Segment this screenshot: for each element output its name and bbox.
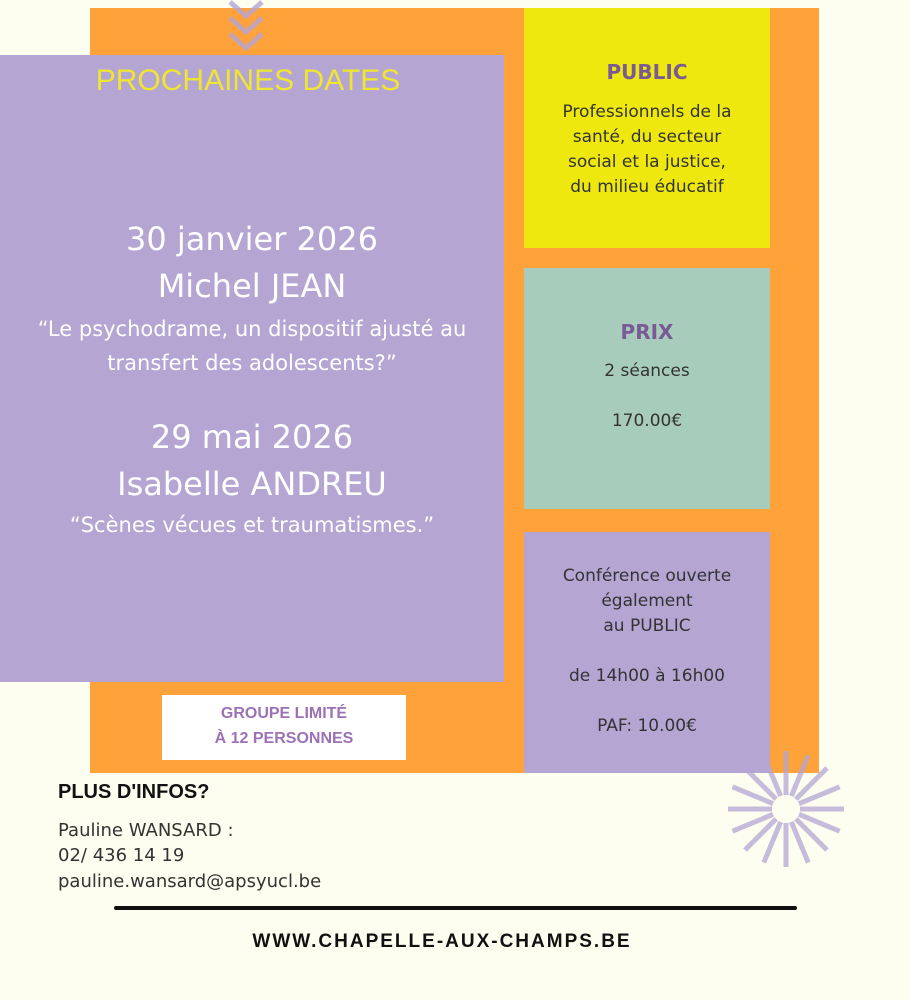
contact-name: Pauline WANSARD :	[58, 820, 234, 841]
conference-line: Conférence ouverte	[562, 566, 732, 586]
prix-box	[524, 268, 770, 509]
event-title-line: “Le psychodrame, un dispositif ajusté au	[37, 317, 467, 341]
group-limit-line: À 12 PERSONNES	[214, 730, 354, 747]
event-date: 29 mai 2026	[150, 418, 354, 456]
prix-seances: 2 séances	[604, 361, 690, 381]
prix-price: 170.00€	[611, 411, 683, 431]
conference-box	[524, 532, 770, 773]
sunburst-icon	[725, 748, 847, 870]
event-date: 30 janvier 2026	[126, 220, 378, 258]
divider	[114, 906, 797, 910]
public-heading: PUBLIC	[606, 60, 688, 84]
conference-line: également	[601, 591, 693, 611]
public-line: Professionnels de la	[562, 102, 732, 122]
public-line: social et la justice,	[568, 152, 726, 172]
event-speaker: Michel JEAN	[157, 267, 347, 305]
public-line: santé, du secteur	[572, 127, 722, 147]
dates-heading: PROCHAINES DATES	[95, 64, 401, 97]
event-title-line: “Scènes vécues et traumatismes.”	[69, 513, 435, 537]
conference-paf: PAF: 10.00€	[597, 716, 697, 736]
conference-line: au PUBLIC	[603, 616, 691, 636]
public-box	[524, 8, 770, 248]
infos-heading: PLUS D'INFOS?	[58, 781, 210, 803]
prix-heading: PRIX	[620, 320, 674, 344]
contact-email[interactable]: pauline.wansard@apsyucl.be	[58, 871, 322, 892]
conference-hours: de 14h00 à 16h00	[569, 666, 725, 686]
event-title-line: transfert des adolescents?”	[107, 351, 397, 375]
event-speaker: Isabelle ANDREU	[117, 465, 387, 503]
chevron-down-icon	[226, 0, 266, 56]
group-limit-line: GROUPE LIMITÉ	[220, 705, 348, 722]
public-line: du milieu éducatif	[570, 177, 724, 197]
group-limit-badge	[162, 695, 406, 760]
contact-phone[interactable]: 02/ 436 14 19	[58, 845, 185, 866]
website-link[interactable]: WWW.CHAPELLE-AUX-CHAMPS.BE	[252, 931, 632, 952]
